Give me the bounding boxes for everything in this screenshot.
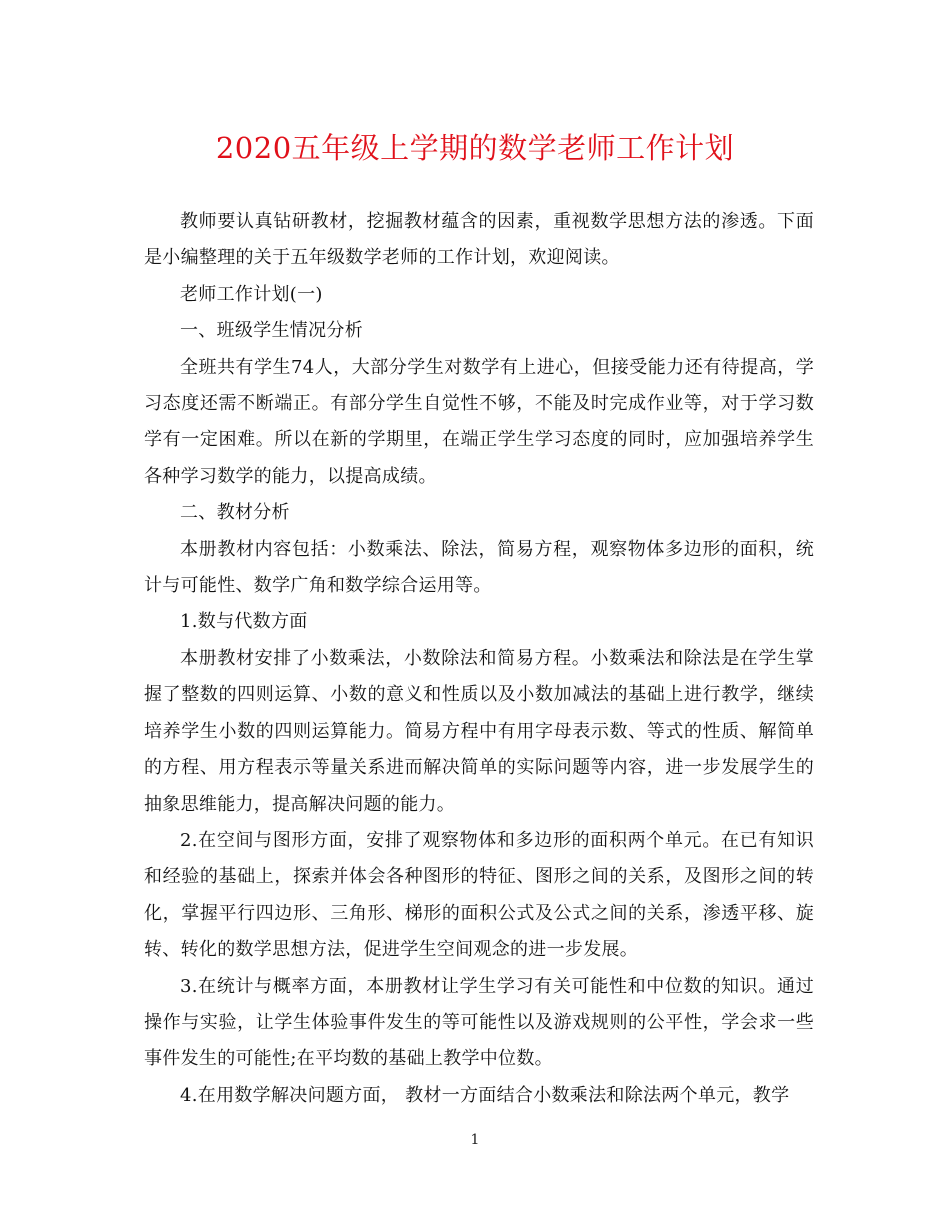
paragraph-textbook-content: 本册教材内容包括：小数乘法、除法，简易方程，观察物体多边形的面积，统计与可能性、数学广角和数学综合运用等。 (144, 538, 814, 597)
document-title: 2020五年级上学期的数学老师工作计划 (215, 131, 735, 165)
page-number: 1 (470, 1132, 480, 1148)
heading-textbook-analysis: 二、教材分析 (180, 502, 290, 524)
paragraph-numbers-algebra: 本册教材安排了小数乘法，小数除法和简易方程。小数乘法和除法是在学生掌握了整数的四则运算、小数的意义和性质以及小数加减法的基础上进行教学，继续培养学生小数的四则运算能力。简易方程中有用字母表示数、等式的性质、解简单的方程、用方程表示等量关系进而解决简单的实际问题等内容，进一步发展学生的抽象思维能力，提高解决问题的能力。 (144, 647, 814, 815)
paragraph-statistics-probability: 3.在统计与概率方面，本册教材让学生学习有关可能性和中位数的知识。通过操作与实验，让学生体验事件发生的等可能性以及游戏规则的公平性，学会求一些事件发生的可能性;在平均数的基础上教学中位数。 (144, 975, 814, 1070)
heading-numbers-algebra: 1.数与代数方面 (180, 611, 308, 633)
paragraph-class-analysis: 全班共有学生74人，大部分学生对数学有上进心，但接受能力还有待提高，学习态度还需不断端正。有部分学生自觉性不够，不能及时完成作业等，对于学习数学有一定困难。所以在新的学期里，在端正学生学习态度的同时，应加强培养学生各种学习数学的能力，以提高成绩。 (144, 356, 814, 487)
document-body (144, 204, 814, 1114)
paragraph-space-geometry: 2.在空间与图形方面，安排了观察物体和多边形的面积两个单元。在已有知识和经验的基础上，探索并体会各种图形的特征、图形之间的关系，及图形之间的转化，掌握平行四边形、三角形、梯形的面积公式及公式之间的关系，渗透平移、旋转、转化的数学思想方法，促进学生空间观念的进一步发展。 (144, 829, 814, 961)
paragraph-problem-solving: 4.在用数学解决问题方面， 教材一方面结合小数乘法和除法两个单元，教学 (180, 1084, 790, 1106)
heading-plan-one: 老师工作计划(一) (180, 283, 323, 305)
heading-class-analysis: 一、班级学生情况分析 (180, 320, 363, 342)
paragraph-intro: 教师要认真钻研教材，挖掘教材蕴含的因素，重视数学思想方法的渗透。下面是小编整理的关于五年级数学老师的工作计划，欢迎阅读。 (144, 211, 814, 269)
